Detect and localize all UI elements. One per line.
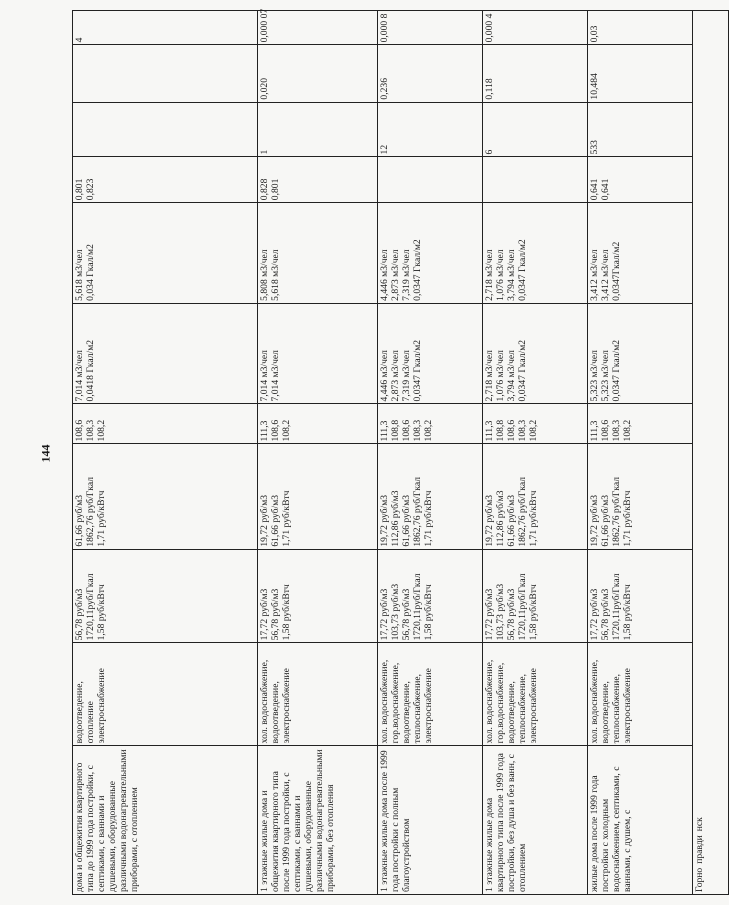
cell-line: 2,873 м3/чел bbox=[390, 350, 401, 402]
table-cell-c1 bbox=[258, 746, 378, 895]
table-cell-c10 bbox=[73, 45, 258, 102]
table-cell-c2 bbox=[588, 643, 693, 746]
table-cell-c1 bbox=[378, 746, 483, 895]
table-cell-c9 bbox=[258, 102, 378, 157]
cell-line: 5,808 м3/чел bbox=[259, 249, 270, 301]
cell-line: 1,71 руб/кВтч bbox=[281, 490, 292, 547]
cell-line: 3,794 м3/чел bbox=[506, 249, 517, 301]
cell-text: 1 этажные жилые дома после 1999 года постройки с полным благоустройством bbox=[379, 750, 412, 892]
table-cell-c4 bbox=[483, 444, 588, 549]
table-cell-c3 bbox=[378, 549, 483, 643]
table-cell-c7 bbox=[73, 203, 258, 304]
cell-line: 1862,76 руб/Гкал bbox=[611, 476, 622, 547]
table-cell-c3 bbox=[73, 549, 258, 643]
cell-line: 103,73 руб/м3 bbox=[495, 583, 506, 641]
cell-line: 17,72 руб/м3 bbox=[379, 588, 390, 641]
cell-line: 61,66 руб/м3 bbox=[506, 494, 517, 547]
cell-line: хол. водоснабжение, bbox=[484, 659, 495, 744]
cell-line: хол. водоснабжение, bbox=[589, 659, 600, 744]
cell-line: 1720,11руб/Гкал bbox=[611, 573, 622, 641]
cell-line: 2,873 м3/чел bbox=[390, 249, 401, 301]
cell-text: 0,000 4 bbox=[484, 13, 495, 43]
cell-line: водоотведение, bbox=[270, 681, 281, 744]
cell-line: 1,58 руб/кВтч bbox=[423, 584, 434, 641]
cell-line: 1720,11руб/Гкал bbox=[412, 573, 423, 641]
cell-line: отопление bbox=[85, 701, 96, 744]
cell-line: 17,72 руб/м3 bbox=[484, 588, 495, 641]
cell-line: 61,66 руб/м3 bbox=[600, 494, 611, 547]
cell-text: жилые дома после 1999 года постройки с холодным водоснабжением, септиками, с ваннами, с душем, с bbox=[589, 766, 633, 892]
table-cell-c11 bbox=[588, 11, 693, 45]
table-cell-c1 bbox=[588, 746, 693, 895]
table-cell-c8 bbox=[588, 157, 693, 203]
cell-line: 56,78 руб/м3 bbox=[74, 588, 85, 641]
table-cell-c10 bbox=[378, 45, 483, 102]
cell-line: 17,72 руб/м3 bbox=[589, 588, 600, 641]
cell-line: 1,71 руб/кВтч bbox=[622, 490, 633, 547]
cell-line: 5,323 м3/чел bbox=[589, 350, 600, 402]
cell-line: 0,0347 Гкал/м2 bbox=[611, 339, 622, 402]
table-cell-c7 bbox=[483, 203, 588, 304]
cell-line: водоотведение, bbox=[74, 681, 85, 744]
cell-line: 108,3 bbox=[611, 419, 622, 442]
table-cell-c6 bbox=[378, 303, 483, 404]
cell-line: 1,076 м3/чел bbox=[495, 249, 506, 301]
table-cell-c2 bbox=[483, 643, 588, 746]
rotated-table-container bbox=[72, 8, 705, 895]
cell-line: 108,2 bbox=[423, 419, 434, 442]
cell-line: 56,78 руб/м3 bbox=[270, 588, 281, 641]
cell-text: 1 bbox=[259, 149, 270, 155]
table-cell-c4 bbox=[73, 444, 258, 549]
cell-line: 108,6 bbox=[401, 419, 412, 442]
side-label-line: Горно bbox=[694, 867, 705, 892]
side-label-line: правди bbox=[694, 835, 705, 864]
cell-line: 1720,11руб/Гкал bbox=[517, 573, 528, 641]
table-cell-c9 bbox=[588, 102, 693, 157]
cell-line: 3,412 м3/чел bbox=[600, 249, 611, 301]
cell-text: 0,236 bbox=[379, 77, 390, 100]
cell-line: 111,3 bbox=[259, 420, 270, 442]
table-cell-c6 bbox=[483, 303, 588, 404]
cell-line: водоотведение, bbox=[600, 681, 611, 744]
cell-line: гор.водоснабжение, bbox=[390, 662, 401, 744]
table-cell-c7 bbox=[588, 203, 693, 304]
cell-line: 108,2 bbox=[281, 419, 292, 442]
cell-line: гор.водоснабжение, bbox=[495, 662, 506, 744]
cell-line: 108,8 bbox=[495, 419, 506, 442]
cell-line: водоотведение, bbox=[506, 681, 517, 744]
table-cell-c10 bbox=[258, 45, 378, 102]
cell-line: 5,323 м3/чел bbox=[600, 350, 611, 402]
table-cell-c5 bbox=[73, 404, 258, 444]
cell-line: 108,6 bbox=[270, 419, 281, 442]
cell-line: 108,2 bbox=[528, 419, 539, 442]
cell-line: 2,718 м3/чел bbox=[484, 350, 495, 402]
cell-line: 0,641 bbox=[600, 178, 611, 201]
cell-line: электроснабжение bbox=[622, 668, 633, 744]
cell-line: 108,3 bbox=[85, 419, 96, 442]
cell-line: 1720,11руб/Гкал bbox=[85, 573, 96, 641]
table-cell-c11 bbox=[73, 11, 258, 45]
table-cell-c11 bbox=[258, 8, 378, 45]
cell-line: 61,66 руб/м3 bbox=[270, 494, 281, 547]
table-cell-c7 bbox=[258, 203, 378, 304]
cell-line: 111,3 bbox=[484, 420, 495, 442]
cell-line: 0,0347 Гкал/м2 bbox=[412, 339, 423, 402]
table-cell-c4 bbox=[588, 444, 693, 549]
cell-text: 0,000 8 bbox=[379, 13, 390, 43]
cell-text: 6 bbox=[484, 149, 495, 155]
cell-line: 3,412 м3/чел bbox=[589, 249, 600, 301]
cell-line: 3,794 м3/чел bbox=[506, 350, 517, 402]
table-row bbox=[73, 11, 258, 895]
table-cell-c2 bbox=[73, 643, 258, 746]
cell-line: 112,86 руб/м3 bbox=[390, 490, 401, 547]
table-cell-c2 bbox=[378, 643, 483, 746]
cell-line: 0,828 bbox=[259, 178, 270, 201]
table-cell-c2 bbox=[258, 643, 378, 746]
cell-line: 1,58 руб/кВтч bbox=[281, 584, 292, 641]
cell-line: 108,8 bbox=[390, 419, 401, 442]
cell-line: 1862,76 руб/Гкал bbox=[517, 476, 528, 547]
cell-line: 7,319 м3/чел bbox=[401, 350, 412, 402]
cell-line: 112,86 руб/м3 bbox=[495, 490, 506, 547]
cell-line: 61,66 руб/м3 bbox=[401, 494, 412, 547]
cell-line: хол. водоснабжение, bbox=[379, 659, 390, 744]
cell-line: 0,0347 Гкал/м2 bbox=[517, 339, 528, 402]
table-cell-c8 bbox=[378, 157, 483, 203]
cell-line: теплоснабжение, bbox=[412, 673, 423, 744]
table-cell-c3 bbox=[483, 549, 588, 643]
cell-line: 0,801 bbox=[74, 178, 85, 201]
cell-line: 108,2 bbox=[622, 419, 633, 442]
cell-line: 0,034 Гкал/м2 bbox=[85, 244, 96, 301]
table-cell-c3 bbox=[588, 549, 693, 643]
cell-line: 19,72 руб/м3 bbox=[589, 494, 600, 547]
cell-line: 108,3 bbox=[412, 419, 423, 442]
cell-line: теплоснабжение, bbox=[517, 673, 528, 744]
cell-line: теплоснабжение, bbox=[611, 673, 622, 744]
table-cell-c9 bbox=[73, 102, 258, 157]
cell-line: 1,58 руб/кВтч bbox=[96, 584, 107, 641]
cell-line: 56,78 руб/м3 bbox=[401, 588, 412, 641]
cell-line: 108,6 bbox=[506, 419, 517, 442]
cell-line: 1,71 руб/кВтч bbox=[423, 490, 434, 547]
table-cell-c4 bbox=[258, 444, 378, 549]
cell-line: 108,2 bbox=[96, 419, 107, 442]
cell-line: 1,58 руб/кВтч bbox=[528, 584, 539, 641]
table-cell-c6 bbox=[588, 303, 693, 404]
cell-text: дома и общежития квартирного типа до 1999 года постройки, с септиками, с ваннами и душевыми, оборудованные различными водонагревательными приборами, с отоплением bbox=[74, 749, 140, 892]
side-label-cell bbox=[693, 11, 729, 895]
cell-line: 108,6 bbox=[600, 419, 611, 442]
table-cell-c9 bbox=[483, 102, 588, 157]
cell-line: 0,0347 Гкал/м2 bbox=[517, 239, 528, 301]
cell-line: электроснабжение bbox=[281, 668, 292, 744]
cell-text: 0,118 bbox=[484, 78, 495, 100]
table-cell-c3 bbox=[258, 549, 378, 643]
cell-line: 4,446 м3/чел bbox=[379, 350, 390, 402]
cell-text: 1 этажные жилые дома и общежития квартирного типа после 1999 года постройки, с септиками, с ваннами и душевыми, оборудованные различными водонагревательными приборами, без отопления bbox=[259, 749, 336, 892]
cell-line: 4,446 м3/чел bbox=[379, 249, 390, 301]
cell-line: 19,72 руб/м3 bbox=[259, 494, 270, 547]
page-number: 144 bbox=[38, 444, 53, 463]
table-cell-c5 bbox=[378, 404, 483, 444]
cell-text: 12 bbox=[379, 144, 390, 155]
table-cell-c10 bbox=[483, 45, 588, 102]
cell-text: 4 bbox=[74, 37, 85, 43]
table-cell-c8 bbox=[483, 157, 588, 203]
cell-line: 17,72 руб/м3 bbox=[259, 588, 270, 641]
cell-line: 103,73 руб/м3 bbox=[390, 583, 401, 641]
cell-line: 1,076 м3/чел bbox=[495, 350, 506, 402]
table-row bbox=[588, 11, 693, 895]
cell-line: 0,0347Гкал/м2 bbox=[611, 241, 622, 301]
cell-line: электроснабжение bbox=[528, 668, 539, 744]
cell-line: 111,3 bbox=[589, 420, 600, 442]
table-cell-c1 bbox=[73, 746, 258, 895]
cell-line: 19,72 руб/м3 bbox=[379, 494, 390, 547]
table-cell-c11 bbox=[378, 11, 483, 45]
cell-line: 7,014 м3/чел bbox=[270, 350, 281, 402]
table-row bbox=[483, 11, 588, 895]
cell-line: 108,6 bbox=[74, 419, 85, 442]
cell-line: 1862,76 руб/Гкал bbox=[85, 476, 96, 547]
cell-text: 533 bbox=[589, 140, 600, 155]
table-cell-c8 bbox=[258, 157, 378, 203]
cell-line: водоотведение, bbox=[401, 681, 412, 744]
cell-line: 0,823 bbox=[85, 178, 96, 201]
table-cell-c8 bbox=[73, 157, 258, 203]
table-cell-c5 bbox=[588, 404, 693, 444]
cell-line: электроснабжение bbox=[96, 668, 107, 744]
cell-line: 1,71 руб/кВтч bbox=[96, 490, 107, 547]
cell-line: 0,801 bbox=[270, 178, 281, 201]
cell-text: 0,020 bbox=[259, 77, 270, 100]
table-cell-c1 bbox=[483, 746, 588, 895]
table-row bbox=[378, 11, 483, 895]
table-cell-c5 bbox=[483, 404, 588, 444]
cell-line: 7,319 м3/чел bbox=[401, 249, 412, 301]
table-row bbox=[258, 11, 378, 895]
table-cell-c11 bbox=[483, 11, 588, 45]
cell-line: 61,66 руб/м3 bbox=[74, 494, 85, 547]
cell-line: 0,641 bbox=[589, 178, 600, 201]
table-cell-c5 bbox=[258, 404, 378, 444]
table-cell-c6 bbox=[258, 303, 378, 404]
cell-text: 10,484 bbox=[589, 73, 600, 100]
table-cell-c7 bbox=[378, 203, 483, 304]
table-cell-c9 bbox=[378, 102, 483, 157]
cell-line: 111,3 bbox=[379, 420, 390, 442]
cell-line: 19,72 руб/м3 bbox=[484, 494, 495, 547]
cell-line: 56,78 руб/м3 bbox=[600, 588, 611, 641]
table-cell-c10 bbox=[588, 45, 693, 102]
cell-line: 7,014 м3/чел bbox=[259, 350, 270, 402]
cell-line: электроснабжение bbox=[423, 668, 434, 744]
cell-line: 1862,76 руб/Гкал bbox=[412, 476, 423, 547]
cell-line: 0,0347 Гкал/м2 bbox=[412, 239, 423, 301]
cell-text: 0,000 07 bbox=[259, 8, 270, 43]
cell-line: хол. водоснабжение, bbox=[259, 659, 270, 744]
cell-line: 0,0418 Гкал/м2 bbox=[85, 339, 96, 402]
cell-line: 1,58 руб/кВтч bbox=[622, 584, 633, 641]
cell-line: 5,618 м3/чел bbox=[270, 249, 281, 301]
cell-line: 56,78 руб/м3 bbox=[506, 588, 517, 641]
cell-text: 0,03 bbox=[589, 25, 600, 43]
cell-line: 5,618 м3/чел bbox=[74, 249, 85, 301]
tariff-table bbox=[72, 10, 729, 895]
cell-line: 1,71 руб/кВтч bbox=[528, 490, 539, 547]
cell-text: 1 этажные жилые дома квартирного типа после 1999 года постройки, без душа и без ванн, с отоплением bbox=[484, 753, 528, 892]
side-label-line: нск bbox=[694, 817, 705, 832]
table-cell-c4 bbox=[378, 444, 483, 549]
cell-line: 7,014 м3/чел bbox=[74, 350, 85, 402]
side-label-row bbox=[693, 11, 729, 895]
cell-line: 108,3 bbox=[517, 419, 528, 442]
table-cell-c6 bbox=[73, 303, 258, 404]
cell-line: 2,718 м3/чел bbox=[484, 249, 495, 301]
